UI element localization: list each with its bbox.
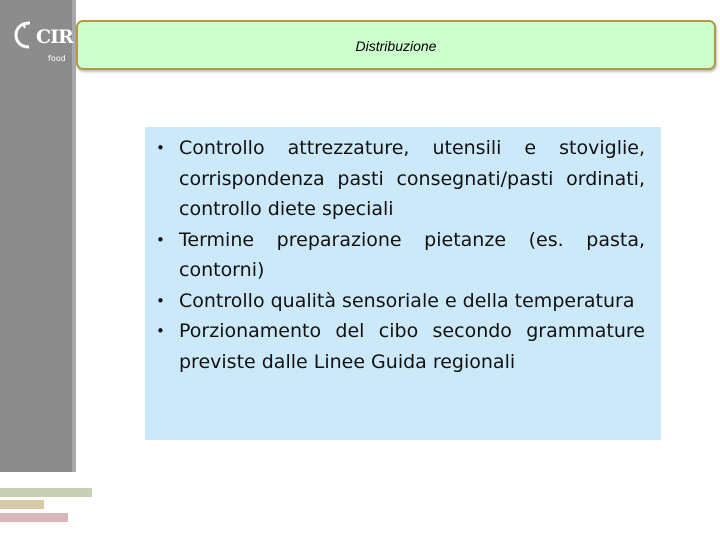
list-item	[155, 286, 645, 317]
decor-strip-pink	[0, 513, 68, 522]
list-item	[155, 133, 645, 225]
decor-strip-green	[0, 488, 92, 497]
logo-sub-text: food	[48, 54, 66, 63]
list-item-text: Controllo attrezzature, utensili e stoviglie, corrispondenza pasti consegnati/pasti ordinati, controllo diete speciali	[179, 137, 645, 220]
bullet-icon: •	[156, 291, 165, 310]
sidebar-edge	[72, 0, 76, 472]
list-item	[155, 225, 645, 286]
cir-food-logo	[8, 16, 72, 66]
bullet-icon: •	[156, 322, 165, 340]
bullet-icon: •	[156, 139, 165, 157]
list-item-text: Porzionamento del cibo secondo grammature previste dalle Linee Guida regionali	[179, 320, 645, 373]
list-item	[155, 316, 645, 377]
bullet-list	[155, 133, 645, 377]
logo-mark-icon	[14, 20, 32, 50]
title-banner	[76, 20, 716, 70]
decor-strip-tan	[0, 500, 44, 509]
content-box	[145, 127, 661, 440]
logo-brand-text: CIR	[36, 26, 73, 48]
list-item-text: Termine preparazione pietanze (es. pasta, contorni)	[179, 228, 645, 281]
bullet-icon: •	[156, 230, 165, 249]
left-sidebar	[0, 0, 76, 472]
list-item-text: Controllo qualità sensoriale e della temperatura	[179, 289, 635, 312]
page-title: Distribuzione	[355, 38, 437, 54]
